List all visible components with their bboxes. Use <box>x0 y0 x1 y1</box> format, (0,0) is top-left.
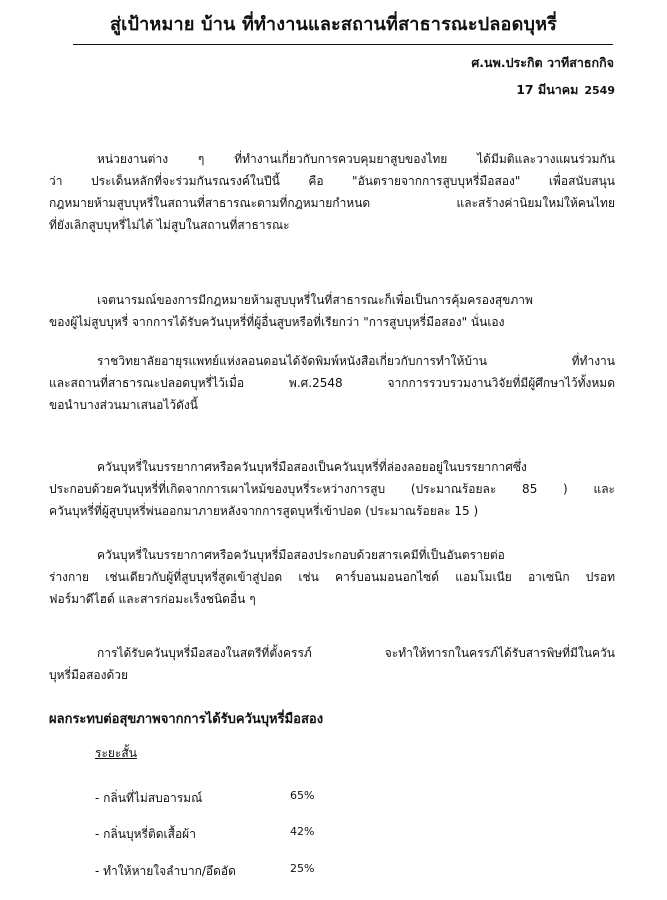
paragraph-line: ว่า ประเด็นหลักที่จะร่วมกันรณรงค์ในปีนี้ คือ "อันตรายจากการสูบบุหรี่มือสอง" เพื่อสนับสนุน <box>49 174 615 188</box>
paragraph-line: ร่างกาย เช่นเดียวกับผู้ที่สูบบุหรี่สูดเข้าสู่ปอด เช่น คาร์บอนมอนอกไซด์ แอมโมเนีย อาเซนิก ปรอท <box>49 570 615 584</box>
paragraph-line: ที่ยังเลิกสูบบุหรี่ไม่ได้ ไม่สูบในสถานที่สาธารณะ <box>49 218 290 232</box>
paragraph-line: ของผู้ไม่สูบบุหรี่ จากการได้รับควันบุหรี่ที่ผู้อื่นสูบหรือที่เรียกว่า "การสูบบุหรี่มือสอง" นั่นเอง <box>49 315 505 329</box>
paragraph-line: ควันบุหรี่ในบรรยากาศหรือควันบุหรี่มือสองเป็นควันบุหรี่ที่ล่องลอยอยู่ในบรรยากาศซึ่ง <box>97 460 527 474</box>
paragraph-line: และสถานที่สาธารณะปลอดบุหรี่ไว้เมื่อ พ.ศ.2548 จากการรวบรวมงานวิจัยที่มีผู้ศึกษาไว้ทั้งหมด <box>49 376 615 390</box>
paragraph-line: บุหรี่มือสองด้วย <box>49 668 129 682</box>
list-item <box>95 789 315 808</box>
paragraph <box>49 350 615 416</box>
effect-label: - ทำให้หายใจลำบาก/อึดอัด <box>95 864 236 878</box>
paragraph-line: ควันบุหรี่ที่ผู้สูบบุหรี่พ่นออกมาภายหลังจากการสูดบุหรี่เข้าปอด (ประมาณร้อยละ 15 ) <box>49 504 479 518</box>
list-item <box>95 825 315 844</box>
paragraph <box>49 544 615 610</box>
effect-label: - กลิ่นบุหรี่ติดเสื้อผ้า <box>95 827 196 841</box>
date-year: 2549 <box>584 84 615 97</box>
effect-label: - กลิ่นที่ไม่สบอารมณ์ <box>95 791 203 805</box>
effect-percent: 42% <box>290 825 315 838</box>
paragraph <box>49 148 615 236</box>
paragraph-line: ราชวิทยาลัยอายุรแพทย์แห่งลอนดอนได้จัดพิมพ์หนังสือเกี่ยวกับการทำให้บ้าน ที่ทำงาน <box>97 354 615 368</box>
author-name: ศ.นพ.ประกิต วาทีสาธกกิจ <box>471 55 614 70</box>
date-day-month: 17 มีนาคม <box>516 82 579 97</box>
paragraph <box>49 642 615 686</box>
document-date <box>516 80 615 100</box>
paragraph <box>49 456 615 522</box>
document-title: สู่เป้าหมาย บ้าน ที่ทำงานและสถานที่สาธารณะปลอดบุหรี่ <box>109 14 558 35</box>
section-heading: ผลกระทบต่อสุขภาพจากการได้รับควันบุหรี่มือสอง <box>49 712 324 727</box>
effect-percent: 25% <box>290 862 315 875</box>
paragraph-line: การได้รับควันบุหรี่มือสองในสตรีที่ตั้งครรภ์ จะทำให้ทารกในครรภ์ได้รับสารพิษที่มีในควัน <box>97 646 615 660</box>
title-underline <box>73 44 613 45</box>
paragraph-line: เจตนารมณ์ของการมีกฎหมายห้ามสูบบุหรี่ในที่สาธารณะก็เพื่อเป็นการคุ้มครองสุขภาพ <box>97 293 533 307</box>
effect-percent: 65% <box>290 789 315 802</box>
paragraph-line: ควันบุหรี่ในบรรยากาศหรือควันบุหรี่มือสองประกอบด้วยสารเคมีที่เป็นอันตรายต่อ <box>97 548 505 562</box>
paragraph-line: ขอนำบางส่วนมาเสนอไว้ดังนี้ <box>49 398 198 412</box>
paragraph-line: ประกอบด้วยควันบุหรี่ที่เกิดจากการเผาไหม้ของบุหรี่ระหว่างการสูบ (ประมาณร้อยละ 85 ) และ <box>49 482 615 496</box>
paragraph-line: หน่วยงานต่าง ๆ ที่ทำงานเกี่ยวกับการควบคุมยาสูบของไทย ได้มีมติและวางแผนร่วมกัน <box>97 152 615 166</box>
section-subheading: ระยะสั้น <box>95 746 137 760</box>
paragraph <box>49 289 615 333</box>
paragraph-line: ฟอร์มาดีไฮด์ และสารก่อมะเร็งชนิดอื่น ๆ <box>49 592 256 606</box>
list-item <box>95 862 315 881</box>
paragraph-line: กฎหมายห้ามสูบบุหรี่ในสถานที่สาธารณะตามที่กฎหมายกำหนด และสร้างค่านิยมใหม่ให้คนไทย <box>49 196 615 210</box>
